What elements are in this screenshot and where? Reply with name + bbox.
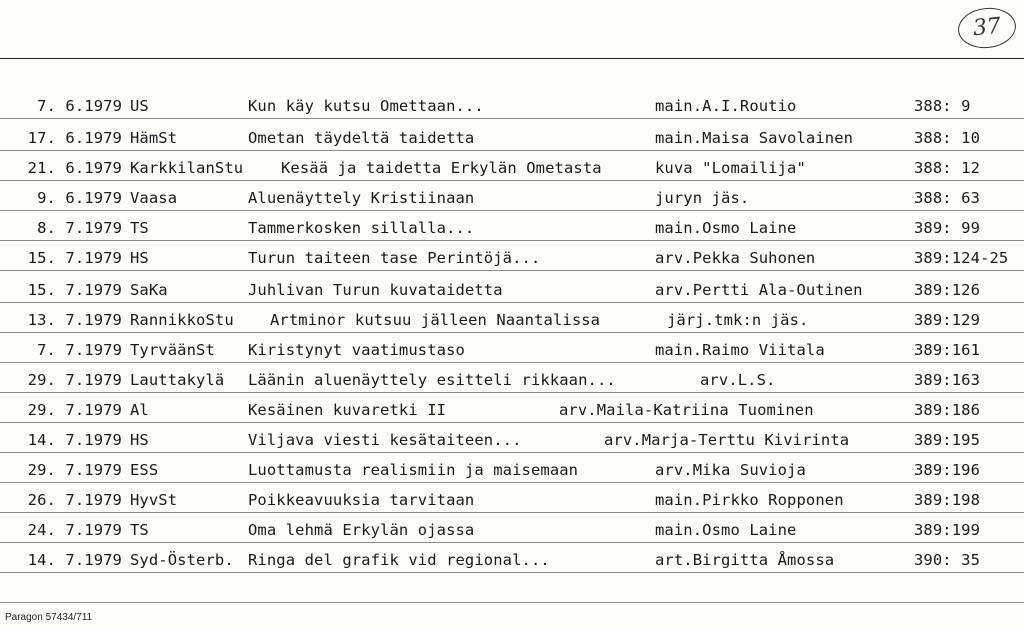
clipping-person: main.Osmo Laine: [655, 521, 797, 539]
clipping-source: RannikkoStu: [130, 311, 234, 329]
clipping-source: TyrväänSt: [130, 341, 215, 359]
clipping-reference: 389:161: [914, 341, 981, 359]
clipping-date: 8. 7.1979: [37, 219, 122, 237]
list-item: [0, 180, 1024, 211]
clipping-date: 15. 7.1979: [27, 281, 122, 299]
clipping-source: TS: [130, 219, 149, 237]
clipping-reference: 389:186: [914, 401, 981, 419]
clipping-reference: 389:199: [914, 521, 981, 539]
clipping-person: main.Osmo Laine: [655, 219, 797, 237]
clipping-source: TS: [130, 521, 149, 539]
clipping-title: Viljava viesti kesätaiteen...: [248, 431, 522, 449]
clipping-reference: 388: 63: [914, 189, 981, 207]
clipping-date: 9. 6.1979: [37, 189, 122, 207]
list-item: [0, 392, 1024, 423]
list-item: [0, 210, 1024, 241]
clipping-source: KarkkilanStu: [130, 159, 244, 177]
clipping-source: US: [130, 97, 149, 115]
clipping-reference: 388: 12: [914, 159, 981, 177]
clipping-person: art.Birgitta Åmossa: [655, 551, 835, 569]
clipping-reference: 389:124-25: [914, 249, 1009, 267]
clipping-reference: 389:129: [914, 311, 981, 329]
clipping-title: Artminor kutsuu jälleen Naantalissa: [270, 311, 601, 329]
clipping-source: Syd-Österb.: [130, 551, 234, 569]
list-item: [0, 482, 1024, 513]
clipping-source: Lauttakylä: [130, 371, 225, 389]
clipping-reference: 389: 99: [914, 219, 981, 237]
clipping-date: 14. 7.1979: [27, 551, 122, 569]
top-rule: [0, 58, 1024, 59]
clipping-reference: 389:195: [914, 431, 981, 449]
clipping-title: Aluenäyttely Kristiinaan: [248, 189, 475, 207]
list-item: [0, 362, 1024, 393]
clipping-title: Turun taiteen tase Perintöjä...: [248, 249, 541, 267]
list-item: [0, 272, 1024, 303]
clipping-title: Oma lehmä Erkylän ojassa: [248, 521, 475, 539]
clipping-person: kuva "Lomailija": [655, 159, 806, 177]
list-item: [0, 88, 1024, 119]
clipping-reference: 388: 9: [914, 97, 971, 115]
clipping-person: järj.tmk:n jäs.: [667, 311, 809, 329]
clipping-person: arv.L.S.: [700, 371, 776, 389]
clipping-date: 14. 7.1979: [27, 431, 122, 449]
list-item: [0, 452, 1024, 483]
list-item: [0, 422, 1024, 453]
clipping-person: arv.Pekka Suhonen: [655, 249, 816, 267]
clipping-source: ESS: [130, 461, 159, 479]
clipping-title: Kiristynyt vaatimustaso: [248, 341, 465, 359]
clipping-date: 21. 6.1979: [27, 159, 122, 177]
clipping-source: Al: [130, 401, 149, 419]
clipping-date: 26. 7.1979: [27, 491, 122, 509]
clipping-reference: 389:163: [914, 371, 981, 389]
clipping-date: 13. 7.1979: [27, 311, 122, 329]
clipping-reference: 388: 10: [914, 129, 981, 147]
footer-imprint: Paragon 57434/711: [5, 612, 93, 623]
clipping-date: 7. 7.1979: [37, 341, 122, 359]
clipping-person: main.Raimo Viitala: [655, 341, 825, 359]
list-item: [0, 240, 1024, 271]
clipping-date: 7. 6.1979: [37, 97, 122, 115]
clipping-date: 29. 7.1979: [27, 371, 122, 389]
clipping-title: Ringa del grafik vid regional...: [248, 551, 550, 569]
list-item: [0, 542, 1024, 573]
clipping-title: Kun käy kutsu Omettaan...: [248, 97, 484, 115]
clipping-person: main.Maisa Savolainen: [655, 129, 854, 147]
page-number: 37: [956, 5, 1018, 51]
bottom-rule: [0, 574, 1024, 603]
clipping-date: 29. 7.1979: [27, 401, 122, 419]
clipping-reference: 389:196: [914, 461, 981, 479]
list-item: [0, 150, 1024, 181]
clipping-person: arv.Marja-Terttu Kivirinta: [604, 431, 850, 449]
clipping-source: HS: [130, 431, 149, 449]
clipping-title: Juhlivan Turun kuvataidetta: [248, 281, 503, 299]
list-item: [0, 302, 1024, 333]
clipping-source: HämSt: [130, 129, 178, 147]
clipping-person: arv.Mika Suvioja: [655, 461, 806, 479]
clipping-person: arv.Maila-Katriina Tuominen: [559, 401, 814, 419]
clipping-reference: 389:198: [914, 491, 981, 509]
clipping-reference: 389:126: [914, 281, 981, 299]
clipping-date: 15. 7.1979: [27, 249, 122, 267]
clipping-person: arv.Pertti Ala-Outinen: [655, 281, 863, 299]
clipping-source: SaKa: [130, 281, 168, 299]
clipping-person: main.Pirkko Ropponen: [655, 491, 844, 509]
clipping-person: main.A.I.Routio: [655, 97, 797, 115]
list-item: [0, 512, 1024, 543]
clipping-title: Luottamusta realismiin ja maisemaan: [248, 461, 579, 479]
clipping-title: Kesää ja taidetta Erkylän Ometasta: [281, 159, 602, 177]
clipping-date: 24. 7.1979: [27, 521, 122, 539]
clipping-source: HS: [130, 249, 149, 267]
clipping-title: Poikkeavuuksia tarvitaan: [248, 491, 475, 509]
clipping-title: Kesäinen kuvaretki II: [248, 401, 447, 419]
clipping-reference: 390: 35: [914, 551, 981, 569]
clipping-title: Tammerkosken sillalla...: [248, 219, 475, 237]
clipping-person: juryn jäs.: [655, 189, 750, 207]
list-item: [0, 120, 1024, 151]
clipping-title: Ometan täydeltä taidetta: [248, 129, 475, 147]
list-item: [0, 332, 1024, 363]
clipping-source: HyvSt: [130, 491, 178, 509]
clipping-date: 29. 7.1979: [27, 461, 122, 479]
clipping-source: Vaasa: [130, 189, 178, 207]
clipping-date: 17. 6.1979: [27, 129, 122, 147]
clipping-title: Läänin aluenäyttely esitteli rikkaan...: [248, 371, 616, 389]
